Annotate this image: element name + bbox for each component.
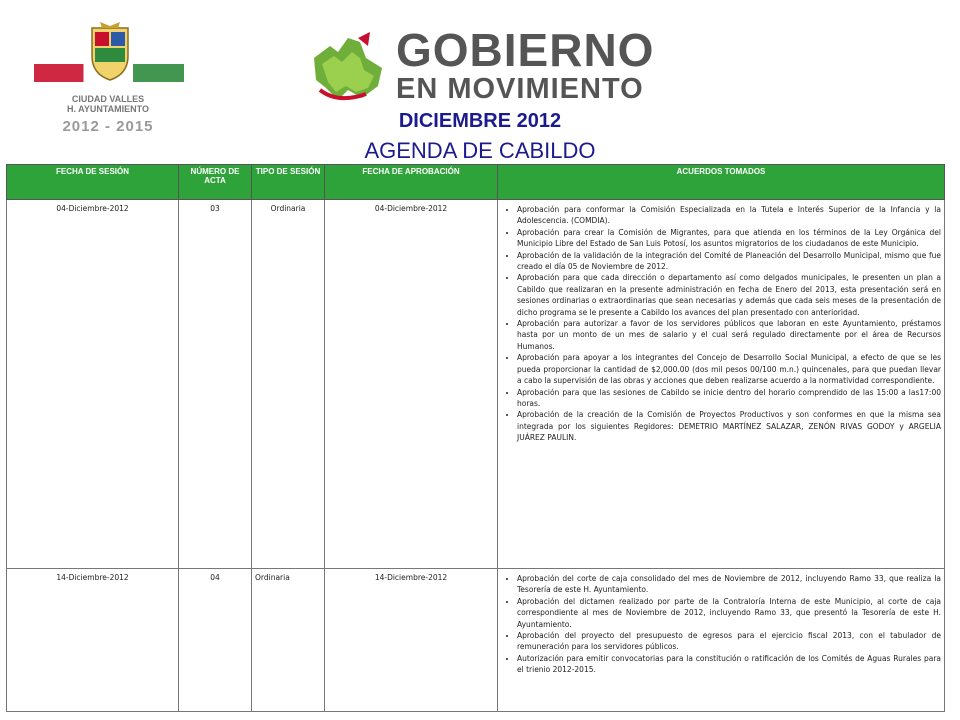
coat-of-arms-icon: [86, 20, 134, 82]
agreement-item: • Aprobación para que las sesiones de Cabildo se inicie dentro del horario comprendido de las 15:00 a las17:00 horas.: [517, 387, 941, 410]
state-map-logo-icon: [308, 28, 388, 106]
agreement-item: • Aprobación de la creación de la Comisión de Proyectos Productivos y son conformes en que la misma sea integrada por los siguientes Regidores: DEMETRIO MARTÍNEZ SALAZAR, ZENÓN RIVAS GODOY y ARGELIA JUÁREZ PAULIN.: [517, 409, 941, 443]
agreement-item: • Aprobación para crear la Comisión de Migrantes, para que atienda en los términos de la Ley Orgánica del Municipio Libre del Estado de San Luis Potosí, los asuntos migratorios de los ciudadanos de este Municipio.: [517, 227, 941, 250]
header-acuerdos: ACUERDOS TOMADOS: [498, 165, 945, 200]
header-tipo-sesion: TIPO DE SESIÓN: [252, 165, 325, 200]
agreements-cell: [498, 569, 945, 712]
month-heading: DICIEMBRE 2012: [398, 110, 562, 132]
session-date: 14-Diciembre-2012: [7, 569, 179, 712]
header-fecha-aprobacion: FECHA DE APROBACIÓN: [325, 165, 498, 200]
agreement-item: • Aprobación para autorizar a favor de los servidores públicos que laboran en este Ayuntamiento, préstamos hasta por un monto de un mes de salario y el cual será regulado directamente por el área de Recursos Humanos.: [517, 318, 941, 352]
table-header-row: [7, 165, 945, 200]
agenda-table: [6, 164, 945, 712]
session-type: Ordinaria: [252, 200, 325, 569]
table-row: [7, 200, 945, 569]
agreement-item: • Aprobación para que cada dirección o departamento así como delgados municipales, le presenten un plan a Cabildo que realizaran en la presente administración en fecha de Enero del 2013, esta presentación será en sesiones ordinarias o extraordinarias que sean necesarias y además que cada seis meses de la presentación de dicho programa se le presente a Cabildo los avances del plan presentado con anterioridad.: [517, 272, 941, 318]
agreement-item: • Aprobación del proyecto del presupuesto de egresos para el ejercicio fiscal 2013, con el tabulador de remuneración para los servidores públicos.: [517, 630, 941, 653]
page-title: AGENDA DE CABILDO: [364, 138, 596, 163]
header-fecha-sesion: FECHA DE SESIÓN: [7, 165, 179, 200]
logo-title: GOBIERNO: [396, 24, 655, 76]
approval-date: 14-Diciembre-2012: [325, 569, 498, 712]
session-date: 04-Diciembre-2012: [7, 200, 179, 569]
agreements-list: [501, 204, 941, 444]
agreement-item: • Aprobación del corte de caja consolidado del mes de Noviembre de 2012, incluyendo Ramo 33, que realiza la Tesorería de este H. Ayuntamiento.: [517, 573, 941, 596]
administration-years: 2012 - 2015: [62, 118, 154, 135]
act-number: 03: [179, 200, 252, 569]
agreements-list: [501, 573, 941, 676]
agreement-item: • Aprobación de la validación de la integración del Comité de Planeación del Desarrollo Municipal, mismo que fue creado el día 05 de Noviembre de 2012.: [517, 250, 941, 273]
header-numero-acta: NÚMERO DE ACTA: [179, 165, 252, 200]
table-row: [7, 569, 945, 712]
agreement-item: • Aprobación del dictamen realizado por parte de la Contraloría Interna de este Municipio, al corte de caja correspondiente al mes de Noviembre de 2012, incluyendo Ramo 33, que presentó la Tesorería de este H. Ayuntamiento.: [517, 596, 941, 630]
session-type: Ordinaria: [252, 569, 325, 712]
approval-date: 04-Diciembre-2012: [325, 200, 498, 569]
act-number: 04: [179, 569, 252, 712]
logo-subtitle: EN MOVIMIENTO: [396, 73, 644, 105]
agreement-item: • Aprobación para apoyar a los integrantes del Concejo de Desarrollo Social Municipal, a efecto de que se les pueda proporcionar la cantidad de $2,000.00 (dos mil pesos 00/100 m.n.) quincenales, para que puedan llevar a cabo la supervisión de las obras y acciones que deben realizarse acuerdo a la normatividad correspondiente.: [517, 352, 941, 386]
agreement-item: • Aprobación para conformar la Comisión Especializada en la Tutela e Interés Superior de la Infancia y la Adolescencia. (COMDIA).: [517, 204, 941, 227]
agreements-cell: [498, 200, 945, 569]
ayuntamiento-line: H. AYUNTAMIENTO: [66, 104, 149, 114]
city-line: CIUDAD VALLES: [71, 94, 145, 104]
agreement-item: • Autorización para emitir convocatorias para la constitución o ratificación de los Comités de Aguas Rurales para el trienio 2012-2015.: [517, 653, 941, 676]
